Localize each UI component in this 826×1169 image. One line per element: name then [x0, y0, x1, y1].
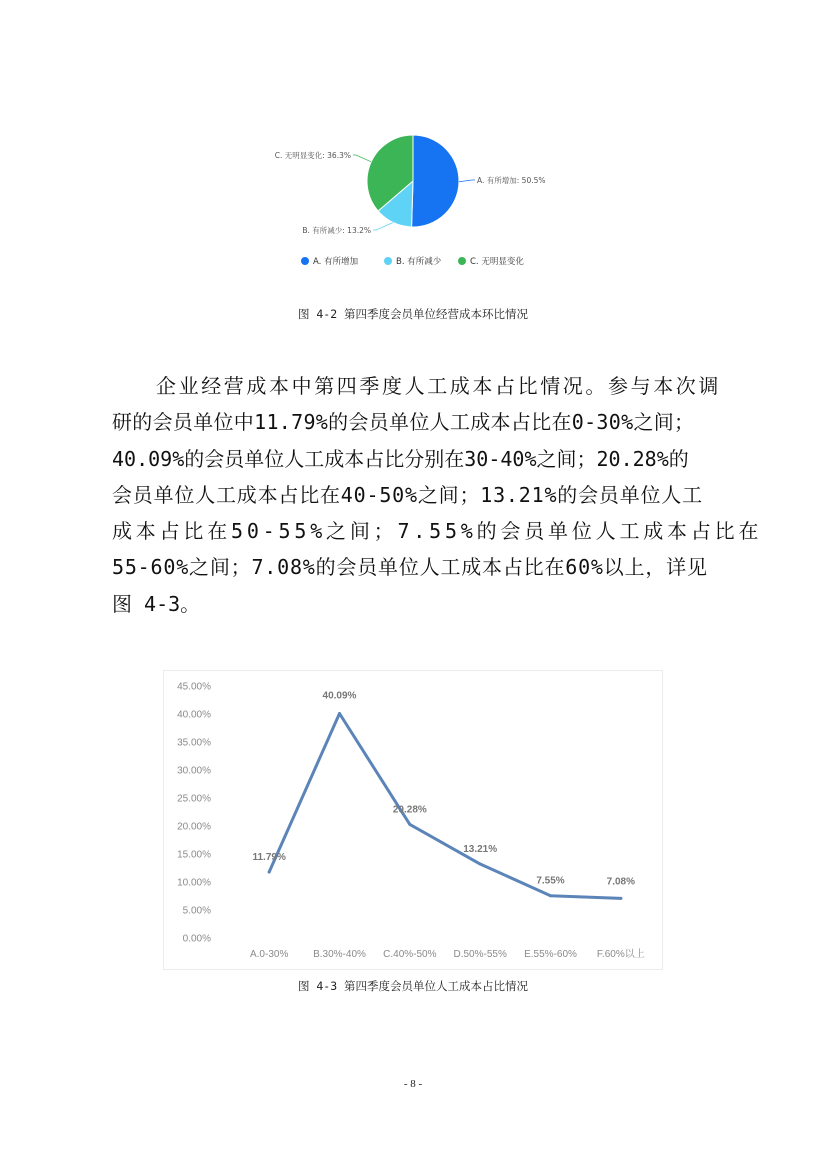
pie-leader-line	[459, 180, 475, 182]
data-label: 7.55%	[536, 875, 565, 887]
paragraph-line: 研的会员单位中11.79%的会员单位人工成本占比在0-30%之间；	[112, 410, 695, 435]
legend-label: B. 有所减少	[396, 257, 442, 267]
y-tick-label: 5.00%	[182, 905, 211, 917]
data-point	[268, 870, 271, 873]
legend-label: A. 有所增加	[313, 257, 359, 267]
x-tick-label: A.0-30%	[249, 949, 289, 960]
data-label: 11.79%	[252, 851, 286, 863]
legend-marker	[458, 257, 466, 265]
data-point	[619, 897, 622, 900]
data-label: 20.28%	[392, 804, 427, 816]
paragraph-line: 40.09%的会员单位人工成本占比分别在30-40%之间；20.28%的	[112, 446, 689, 471]
x-tick-label: D.50%-55%	[453, 949, 507, 960]
data-point	[338, 712, 341, 715]
pie-chart	[262, 128, 582, 278]
y-tick-label: 35.00%	[177, 737, 211, 749]
paragraph-line: 企业经营成本中第四季度人工成本占比情况。参与本次调	[156, 374, 721, 398]
data-label: 40.09%	[322, 690, 357, 702]
y-tick-label: 25.00%	[177, 793, 211, 805]
paragraph-line: 55-60%之间；7.08%的会员单位人工成本占比在60%以上，详见	[112, 555, 708, 580]
line-chart	[163, 670, 663, 970]
series-line	[269, 713, 621, 898]
y-tick-label: 40.00%	[177, 709, 211, 721]
data-point	[549, 894, 552, 897]
legend-marker	[301, 257, 309, 265]
pie-leader-line	[373, 222, 393, 230]
y-tick-label: 20.00%	[177, 821, 211, 833]
page-number: - 8 -	[403, 1078, 423, 1090]
y-tick-label: 30.00%	[177, 765, 211, 777]
x-tick-label: C.40%-50%	[383, 949, 437, 960]
paragraph-line: 成本占比在50-55%之间；7.55%的会员单位人工成本占比在	[112, 519, 763, 544]
y-tick-label: 10.00%	[177, 877, 211, 889]
data-label: 13.21%	[463, 844, 498, 856]
y-tick-label: 0.00%	[182, 933, 211, 945]
line-chart-svg	[164, 671, 664, 971]
data-point	[408, 823, 411, 826]
pie-slice	[412, 135, 459, 227]
x-tick-label: F.60%以上	[596, 949, 645, 960]
x-tick-label: E.55%-60%	[524, 949, 577, 960]
pie-slice-label: C. 无明显变化: 36.3%	[274, 151, 351, 160]
data-label: 7.08%	[606, 876, 636, 888]
paragraph-line: 图 4-3。	[112, 591, 201, 616]
y-tick-label: 45.00%	[177, 681, 211, 693]
y-tick-label: 15.00%	[177, 849, 211, 861]
pie-slice-label: A. 有所增加: 50.5%	[477, 176, 546, 185]
pie-figure-caption: 图 4-2 第四季度会员单位经营成本环比情况	[297, 307, 529, 321]
pie-slice-label: B. 有所减少: 13.2%	[302, 226, 371, 235]
x-tick-label: B.30%-40%	[313, 949, 366, 960]
legend-marker	[384, 257, 392, 265]
line-figure-caption: 图 4-3 第四季度会员单位人工成本占比情况	[297, 979, 529, 993]
paragraph-line: 会员单位人工成本占比在40-50%之间；13.21%的会员单位人工	[112, 482, 703, 507]
legend-label: C. 无明显变化	[470, 257, 524, 267]
data-point	[479, 863, 482, 866]
body-paragraph	[112, 368, 763, 622]
pie-leader-line	[353, 155, 371, 162]
